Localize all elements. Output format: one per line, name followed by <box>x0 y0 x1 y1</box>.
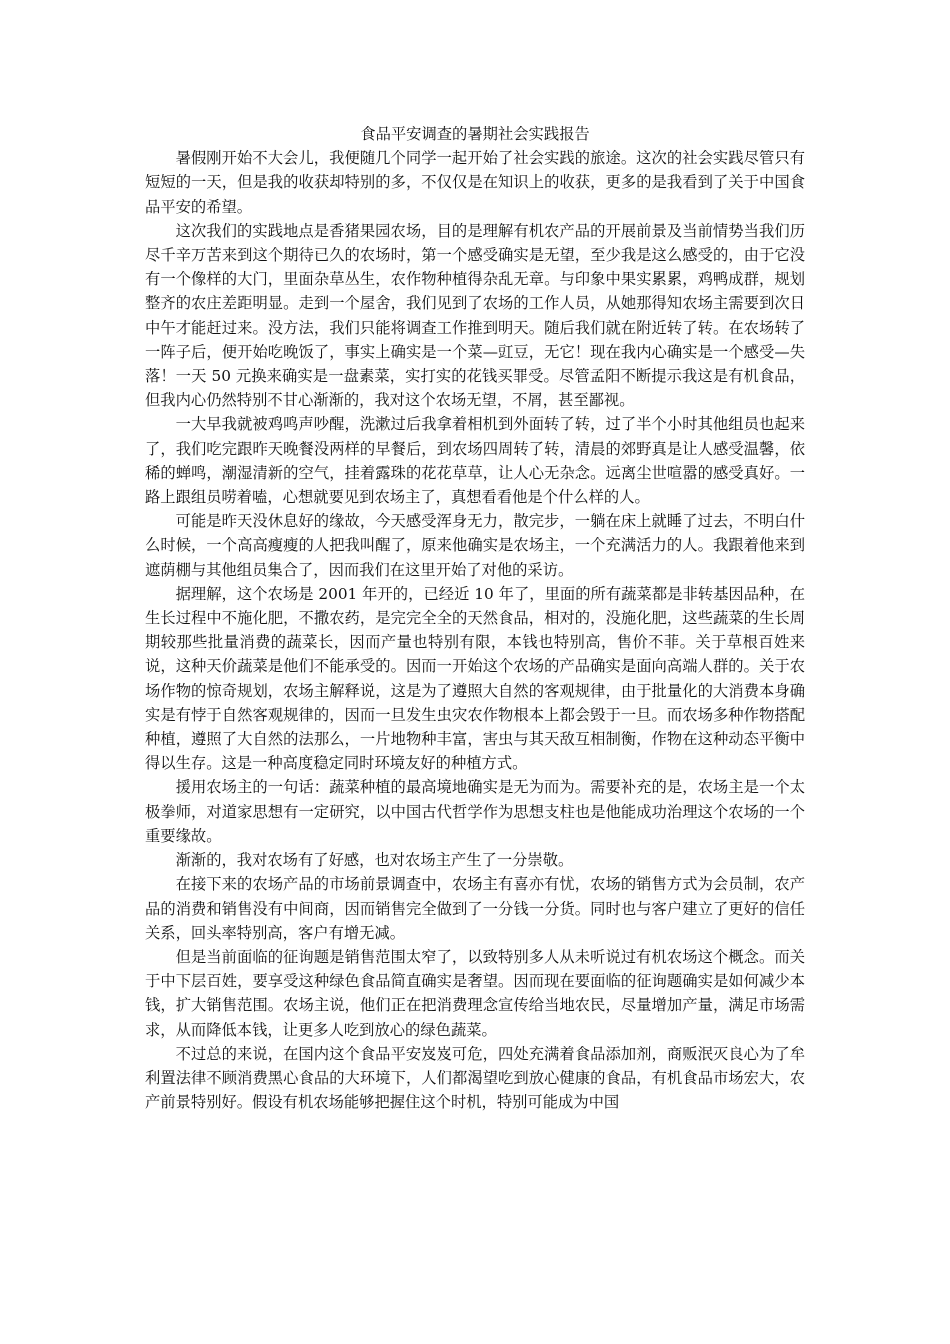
paragraph-intro: 暑假刚开始不大会儿，我便随几个同学一起开始了社会实践的旅途。这次的社会实践尽管只有短短的一天，但是我的收获却特别的多，不仅仅是在知识上的收获，更多的是我看到了关于中国食品平安的希望。 <box>145 149 805 216</box>
paragraph-conclusion: 不过总的来说，在国内这个食品平安岌岌可危，四处充满着食品添加剂，商贩泯灭良心为了牟利置法律不顾消费黑心食品的大环境下，人们都渴望吃到放心健康的食品，有机食品市场宏大，农产前景特别好。假设有机农场能够把握住这个时机，特别可能成为中国 <box>145 1044 805 1112</box>
paragraph-arrival: 这次我们的实践地点是香猪果园农场，目的是理解有机农产品的开展前景及当前情势当我们历尽千辛万苦来到这个期待已久的农场时，第一个感受确实是无望，至少我是这么感受的，由于它没有一个像样的大门，里面杂草丛生，农作物种植得杂乱无章。与印象中果实累累，鸡鸭成群，规划整齐的农庄差距明显。走到一个屋舍，我们见到了农场的工作人员，从她那得知农场主需要到次日中午才能赶过来。没方法，我们只能将调查工作推到明天。随后我们就在附近转了转。在农场转了一阵子后，便开始吃晚饭了，事实上确实是一个菜—豇豆，无它！现在我内心确实是一个感受—失落！一天 50 元换来确实是一盘素菜，实打实的花钱买罪受。尽管孟阳不断提示我这是有机食品，但我内心仍然特别不甘心渐渐的，我对这个农场无望，不屑，甚至鄙视。 <box>145 221 805 410</box>
paragraph-farm-history: 据理解，这个农场是 2001 年开的，已经近 10 年了，里面的所有蔬菜都是非转基因品种，在生长过程中不施化肥，不撒农药，是完完全全的天然食品，相对的，没施化肥，这些蔬菜的生长周期较那些批量消费的蔬菜长，因而产量也特别有限，本钱也特别高，售价不菲。关于草根百姓来说，这种天价蔬菜是他们不能承受的。因而一开始这个农场的产品确实是面向高端人群的。关于农场作物的惊奇规划，农场主解释说，这是为了遵照大自然的客观规律，由于批量化的大消费本身确实是有悖于自然客观规律的，因而一旦发生虫灾农作物根本上都会毁于一旦。而农场多种作物搭配种植，遵照了大自然的法那么，一片地物种丰富，害虫与其天敌互相制衡，作物在这种动态平衡中得以生存。这是一种高度稳定同时环境友好的种植方式。 <box>145 584 805 773</box>
paragraph-meet-owner: 可能是昨天没休息好的缘故，今天感受浑身无力，散完步，一躺在床上就睡了过去，不明白什么时候，一个高高瘦瘦的人把我叫醒了，原来他确实是农场主，一个充满活力的人。我跟着他来到遮荫棚与其他组员集合了，因而我们在这里开始了对他的采访。 <box>145 512 805 579</box>
paragraph-impression: 渐渐的，我对农场有了好感，也对农场主产生了一分崇敬。 <box>175 851 574 870</box>
paragraph-owner-quote: 援用农场主的一句话：蔬菜种植的最高境地确实是无为而为。需要补充的是，农场主是一个太极拳师，对道家思想有一定研究，以中国古代哲学作为思想支柱也是他能成功治理这个农场的一个重要缘故。 <box>145 778 805 845</box>
paragraph-challenges: 但是当前面临的征询题是销售范围太窄了，以致特别多人从未听说过有机农场这个概念。而关于中下层百姓，要享受这种绿色食品简直确实是奢望。因而现在要面临的征询题确实是如何减少本钱，扩大销售范围。农场主说，他们正在把消费理念宣传给当地农民，尽量增加产量，满足市场需求，从而降低本钱，让更多人吃到放心的绿色蔬菜。 <box>145 947 805 1039</box>
paragraph-morning: 一大早我就被鸡鸣声吵醒，洗漱过后我拿着相机到外面转了转，过了半个小时其他组员也起来了，我们吃完跟昨天晚餐没两样的早餐后，到农场四周转了转，清晨的郊野真是让人感受温馨，依稀的蝉鸣，潮湿清新的空气，挂着露珠的花花草草，让人心无杂念。远离尘世喧嚣的感受真好。一路上跟组员唠着嗑，心想就要见到农场主了，真想看看他是个什么样的人。 <box>145 415 805 507</box>
document-title: 食品平安调查的暑期社会实践报告 <box>360 125 590 143</box>
document-page <box>145 122 805 1114</box>
paragraph-market: 在接下来的农场产品的市场前景调查中，农场主有喜亦有忧，农场的销售方式为会员制，农产品的消费和销售没有中间商，因而销售完全做到了一分钱一分货。同时也与客户建立了更好的信任关系，回头率特别高，客户有增无减。 <box>145 875 805 942</box>
